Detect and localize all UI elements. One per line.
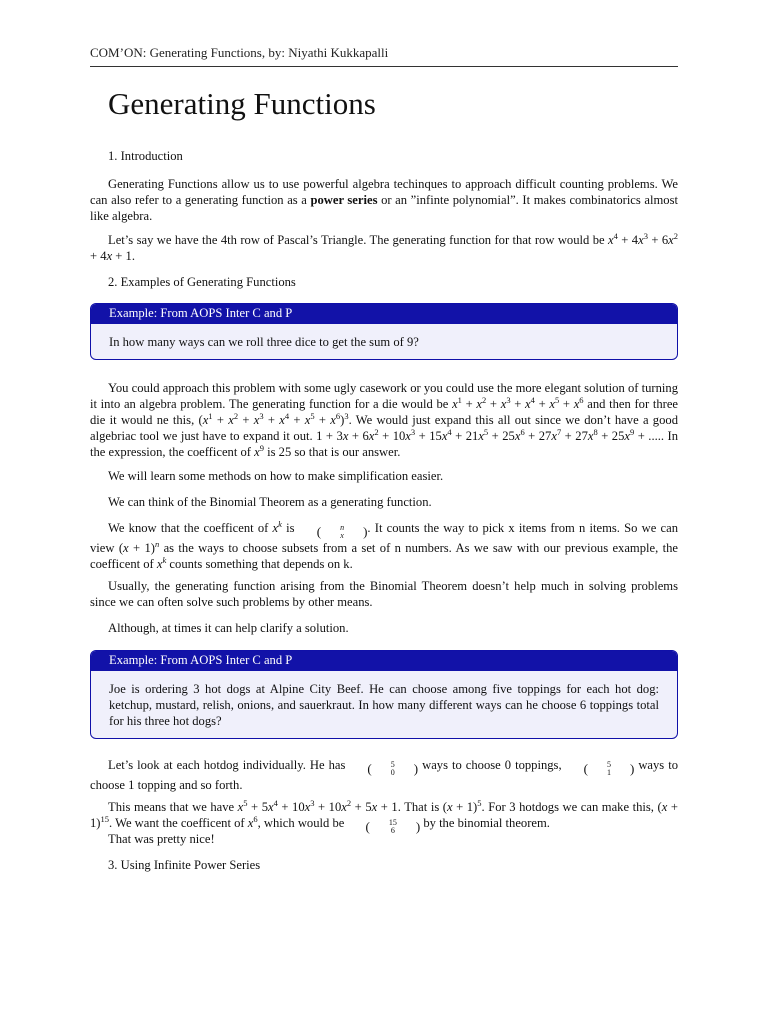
usually-paragraph: Usually, the generating function arising from the Binomial Theorem doesn’t help much in solving problems since we can often solve such problems by other means. — [90, 579, 678, 609]
although-paragraph: Although, at times it can help clarify a solution. — [108, 621, 349, 635]
section-heading-infinite-series: 3. Using Infinite Power Series — [108, 858, 261, 872]
binomial-paragraph: We can think of the Binomial Theorem as a generating function. — [108, 495, 432, 509]
example-box-body: Joe is ordering 3 hot dogs at Alpine City Beef. He can choose among five toppings for each hot dog: ketchup, mustard, relish, onions, and sauerkraut. In how many different ways can he choose 6 toppings total for his three hot dogs? — [109, 682, 659, 728]
simplification-paragraph: We will learn some methods on how to make simplification easier. — [108, 469, 444, 483]
binomial-5-choose-1: ( 5 1 ) — [583, 759, 635, 777]
binomial-n-choose-x: ( n x ) — [316, 522, 368, 540]
binomial-15-choose-6: ( 15 6 ) — [365, 817, 421, 835]
nice-paragraph: That was pretty nice! — [108, 832, 215, 846]
section-heading-examples: 2. Examples of Generating Functions — [108, 275, 296, 289]
example-box-hotdogs — [90, 650, 678, 739]
example-box-dice — [90, 303, 678, 360]
example-box-title: Example: From AOPS Inter C and P — [91, 651, 677, 671]
page-title: Generating Functions — [108, 86, 376, 121]
binomial-solution-paragraph: This means that we have $x^5 + 5x^4 + 10x^3 + 10x^2 + 5x + 1$. That is $(x + 1)^5$. For 3 hotdogs we can make this, $(x + 1)^{15}$. We want the coefficent of $x^6$, which would be ( 15 6 ) by the binomial theorem. — [90, 797, 678, 835]
section-heading-introduction: 1. Introduction — [108, 149, 183, 163]
running-header: COM’ON: Generating Functions, by: Niyathi Kukkapalli — [90, 45, 678, 67]
intro-paragraph: Generating Functions allow us to use powerful algebra techinques to approach difficult counting problems. We can also refer to a generating function as a power series or an ”infinte polynomial”. It makes combinatorics almost like algebra. — [90, 177, 678, 223]
coefficient-paragraph: We know that the coefficent of $x^k$ is ( n x ). It counts the way to pick x items from n items. So we can view $(x + 1)^n$ as the ways to choose subsets from a set of n numbers. As we saw with our previous example, the coefficent of $x^k$ counts something that depends on k. — [90, 518, 679, 571]
pascal-paragraph: Let’s say we have the 4th row of Pascal’s Triangle. The generating function for that row would be $x^4 + 4x^3 + 6x^2 + 4x + 1$. — [90, 230, 678, 263]
example-box-body: In how many ways can we roll three dice to get the sum of 9? — [109, 335, 419, 349]
dice-solution-paragraph: You could approach this problem with some ugly casework or you could use the more elegant solution of turning it into an algebra problem. The generating function for a die would be $x^1 + x^2 + x^3 + x^4 + x^5 + x^6$ and then for three die it would ne this, $(x^1 + x^2 + x^3 + x^4 + x^5 + x^6)^3$. We would just expand this all out since we don’t have a good algebriac tool we just have to expand it out. $1 + 3x + 6x^2 + 10x^3 + 15x^4 + 21x^5 + 25x^6 + 27x^7 + 27x^8 + 25x^9$ + ..... In the expression, the coefficent of $x^9$ is 25 so that is our answer. — [90, 381, 679, 459]
binomial-5-choose-0: ( 5 0 ) — [367, 759, 419, 777]
example-box-title: Example: From AOPS Inter C and P — [91, 304, 677, 324]
hotdog-paragraph: Let’s look at each hotdog individually. He has ( 5 0 ) ways to choose 0 toppings, ( 5 1 ) ways to choose 1 topping and so forth. — [90, 758, 678, 792]
power-series-term: power series — [310, 193, 378, 207]
